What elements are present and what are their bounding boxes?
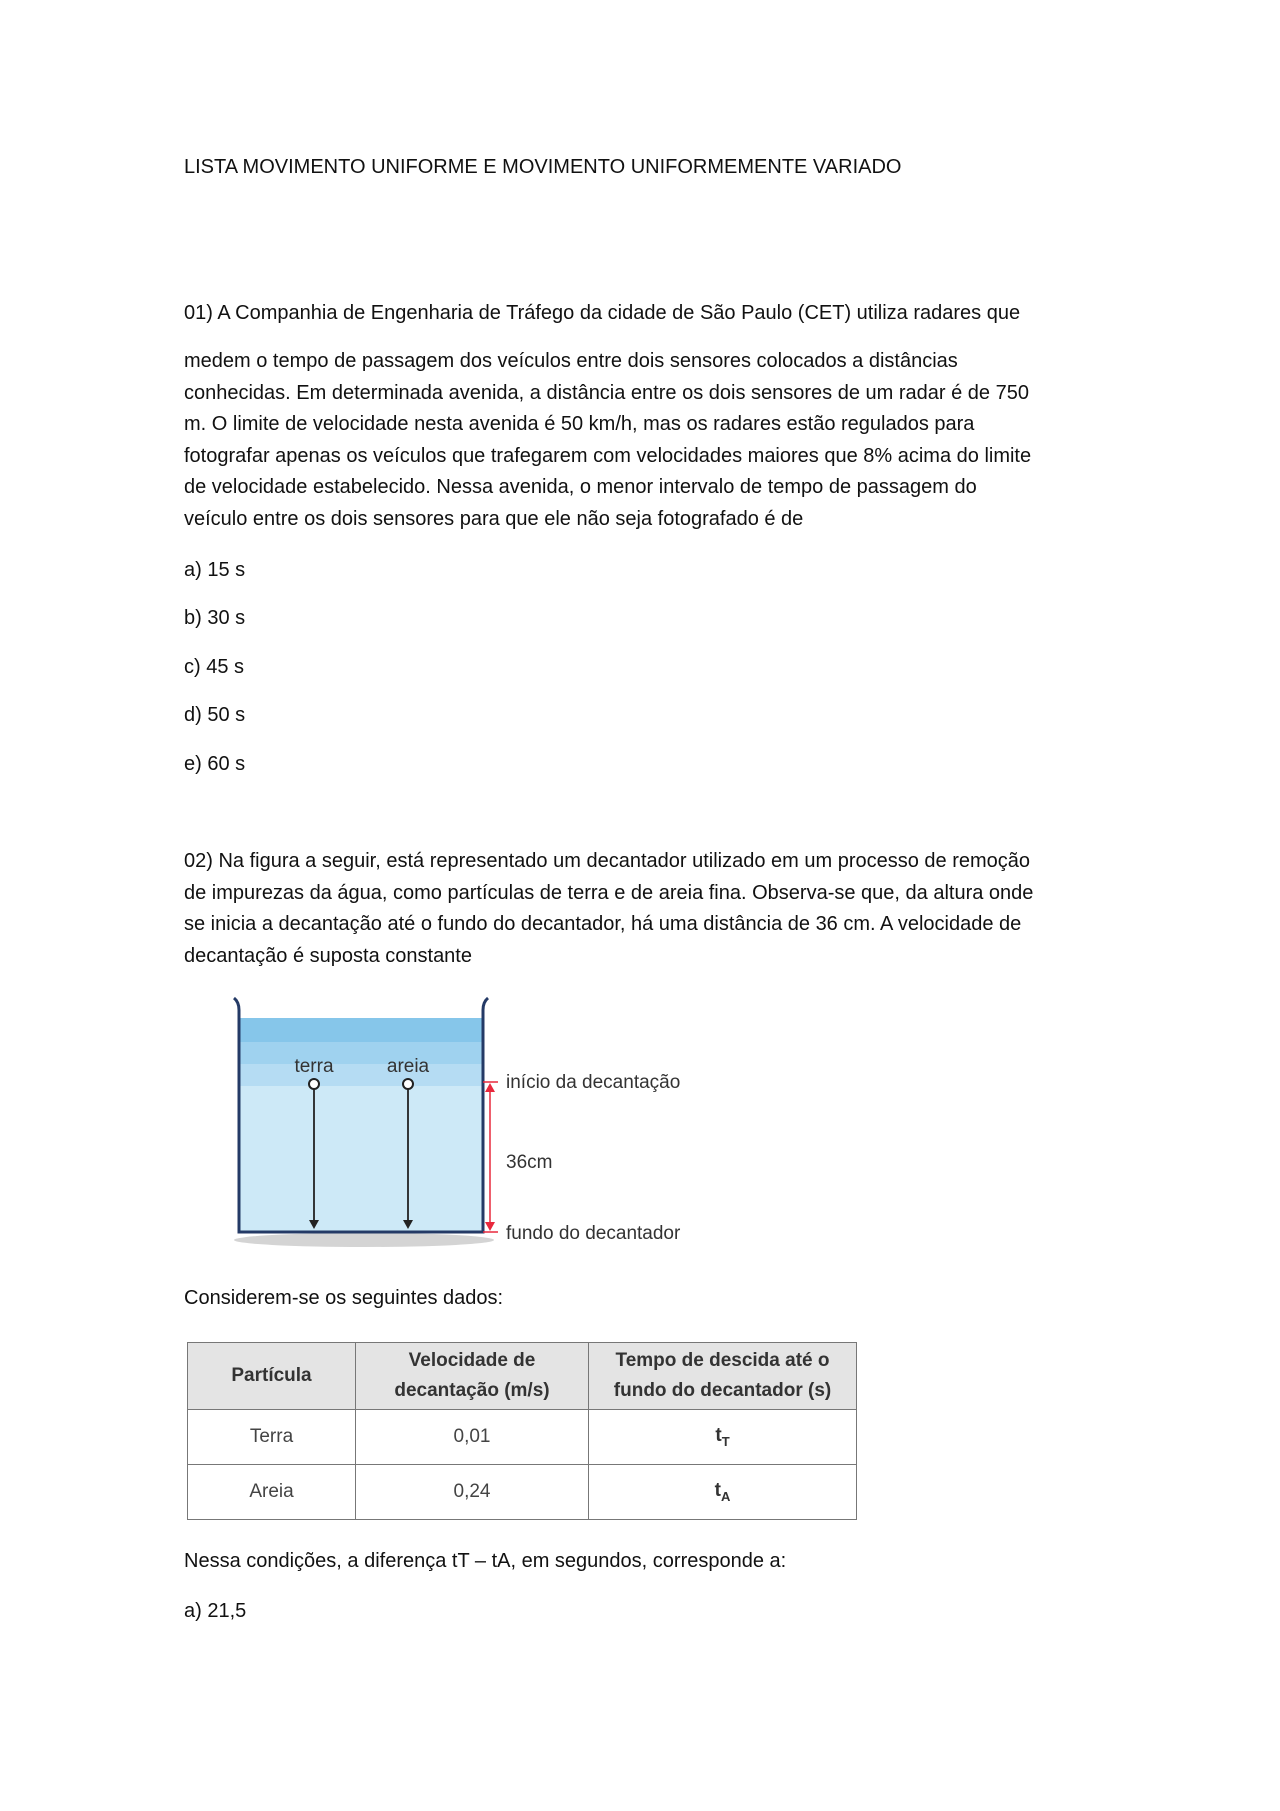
q1-option-c: c) 45 s (184, 656, 245, 678)
terra-particle (309, 1079, 319, 1089)
water-top-layer (240, 1018, 482, 1042)
cell-velocity: 0,01 (356, 1410, 589, 1465)
q1-first-line: 01) A Companhia de Engenharia de Tráfego da cidade de São Paulo (CET) utiliza radares que (184, 302, 1021, 324)
q1-paragraph (184, 346, 1104, 535)
cell-particle: Areia (188, 1465, 356, 1520)
q2-line: decantação é suposta constante (184, 944, 472, 967)
dimension-arrowhead-top (485, 1083, 495, 1092)
q2-question: Nessa condições, a diferença tT – tA, em segundos, corresponde a: (184, 1550, 787, 1572)
table-row (188, 1410, 857, 1465)
page-title: LISTA MOVIMENTO UNIFORME E MOVIMENTO UNIFORMEMENTE VARIADO (184, 156, 902, 178)
header-particula (188, 1343, 356, 1410)
data-table (187, 1342, 857, 1520)
dimension-arrowhead-bottom (485, 1222, 495, 1231)
header-line: Velocidade de (408, 1350, 536, 1371)
q2-line: se inicia a decantação até o fundo do decantador, há uma distância de 36 cm. A velocidade de (184, 913, 1022, 935)
label-areia: areia (386, 1056, 430, 1077)
q2-paragraph (184, 846, 1104, 972)
table-row (188, 1465, 857, 1520)
q1-option-e: e) 60 s (184, 753, 246, 775)
q2-line: 02) Na figura a seguir, está representado um decantador utilizado em um processo de remoção (184, 850, 1031, 872)
q2-option-a: a) 21,5 (184, 1600, 247, 1622)
decanter-figure (222, 996, 742, 1256)
cell-time (589, 1410, 857, 1465)
table-header-row (188, 1343, 857, 1410)
label-fundo: fundo do decantador (506, 1223, 681, 1244)
q1-line: fotografar apenas os veículos que trafegarem com velocidades maiores que 8% acima do limite (184, 444, 1032, 467)
areia-particle (403, 1079, 413, 1089)
header-velocidade (356, 1343, 589, 1410)
q1-line: de velocidade estabelecido. Nessa avenida, o menor intervalo de tempo de passagem do (184, 476, 977, 498)
time-sub: A (720, 1488, 731, 1504)
header-line: fundo do decantador (s) (613, 1380, 832, 1401)
water-layer-3 (240, 1064, 482, 1086)
cell-particle: Terra (188, 1410, 356, 1465)
header-line: Tempo de descida até o (615, 1350, 830, 1371)
q1-line: veículo entre os dois sensores para que ele não seja fotografado é de (184, 507, 804, 530)
q2-line: de impurezas da água, como partículas de terra e de areia fina. Observa-se que, da altura onde (184, 881, 1034, 904)
water-layer-2 (240, 1042, 482, 1064)
consider-text: Considerem-se os seguintes dados: (184, 1287, 504, 1309)
label-distance: 36cm (506, 1152, 553, 1173)
header-tempo (589, 1343, 857, 1410)
q1-line: medem o tempo de passagem dos veículos entre dois sensores colocados a distâncias (184, 350, 958, 372)
header-line: Partícula (231, 1365, 312, 1386)
q1-option-b: b) 30 s (184, 607, 246, 629)
q1-line: conhecidas. Em determinada avenida, a distância entre os dois sensores de um radar é de 750 (184, 381, 1029, 404)
time-base: t (714, 1480, 721, 1502)
cell-time (589, 1465, 857, 1520)
header-line: decantação (m/s) (394, 1380, 550, 1401)
q1-option-d: d) 50 s (184, 704, 246, 726)
time-base: t (715, 1425, 722, 1447)
tank-shadow (234, 1233, 494, 1247)
cell-velocity: 0,24 (356, 1465, 589, 1520)
q1-line: m. O limite de velocidade nesta avenida é 50 km/h, mas os radares estão regulados para (184, 413, 975, 435)
label-terra: terra (294, 1056, 334, 1077)
label-inicio: início da decantação (506, 1072, 681, 1093)
time-sub: T (721, 1433, 730, 1449)
q1-option-a: a) 15 s (184, 559, 246, 581)
